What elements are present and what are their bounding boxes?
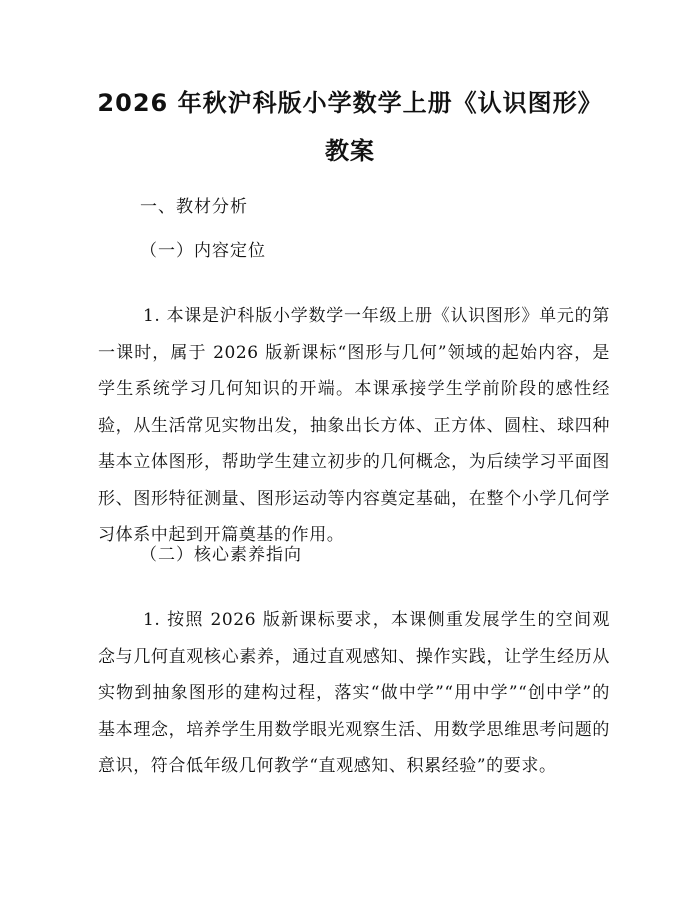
section-heading-teaching-material-analysis: 一、教材分析 — [140, 197, 248, 217]
subsection-heading-core-literacy: （二）核心素养指向 — [140, 545, 302, 565]
document-title-line2: 教案 — [325, 137, 375, 165]
subsection-heading-content-positioning: （一）内容定位 — [140, 241, 266, 261]
paragraph-core-literacy: 1. 按照 2026 版新课标要求，本课侧重发展学生的空间观念与几何直观核心素养，通过直观感知、操作实践，让学生经历从实物到抽象图形的建构过程，落实“做中学”“用中学”“创中学”的基本理念，培养学生用数学眼光观察生活、用数学思维思考问题的意识，符合低年级几何教学“直观感知、积累经验”的要求。 — [98, 610, 610, 776]
document-title: 2026 年秋沪科版小学数学上册《认识图形》 — [97, 89, 603, 117]
paragraph-content-positioning: 1. 本课是沪科版小学数学一年级上册《认识图形》单元的第一课时，属于 2026 版新课标“图形与几何”领域的起始内容，是学生系统学习几何知识的开端。本课承接学生学前阶段的感性经验，从生活常见实物出发，抽象出长方体、正方体、圆柱、球四种基本立体图形，帮助学生建立初步的几何概念，为后续学习平面图形、图形特征测量、图形运动等内容奠定基础，在整个小学几何学习体系中起到开篇奠基的作用。 — [98, 306, 610, 545]
